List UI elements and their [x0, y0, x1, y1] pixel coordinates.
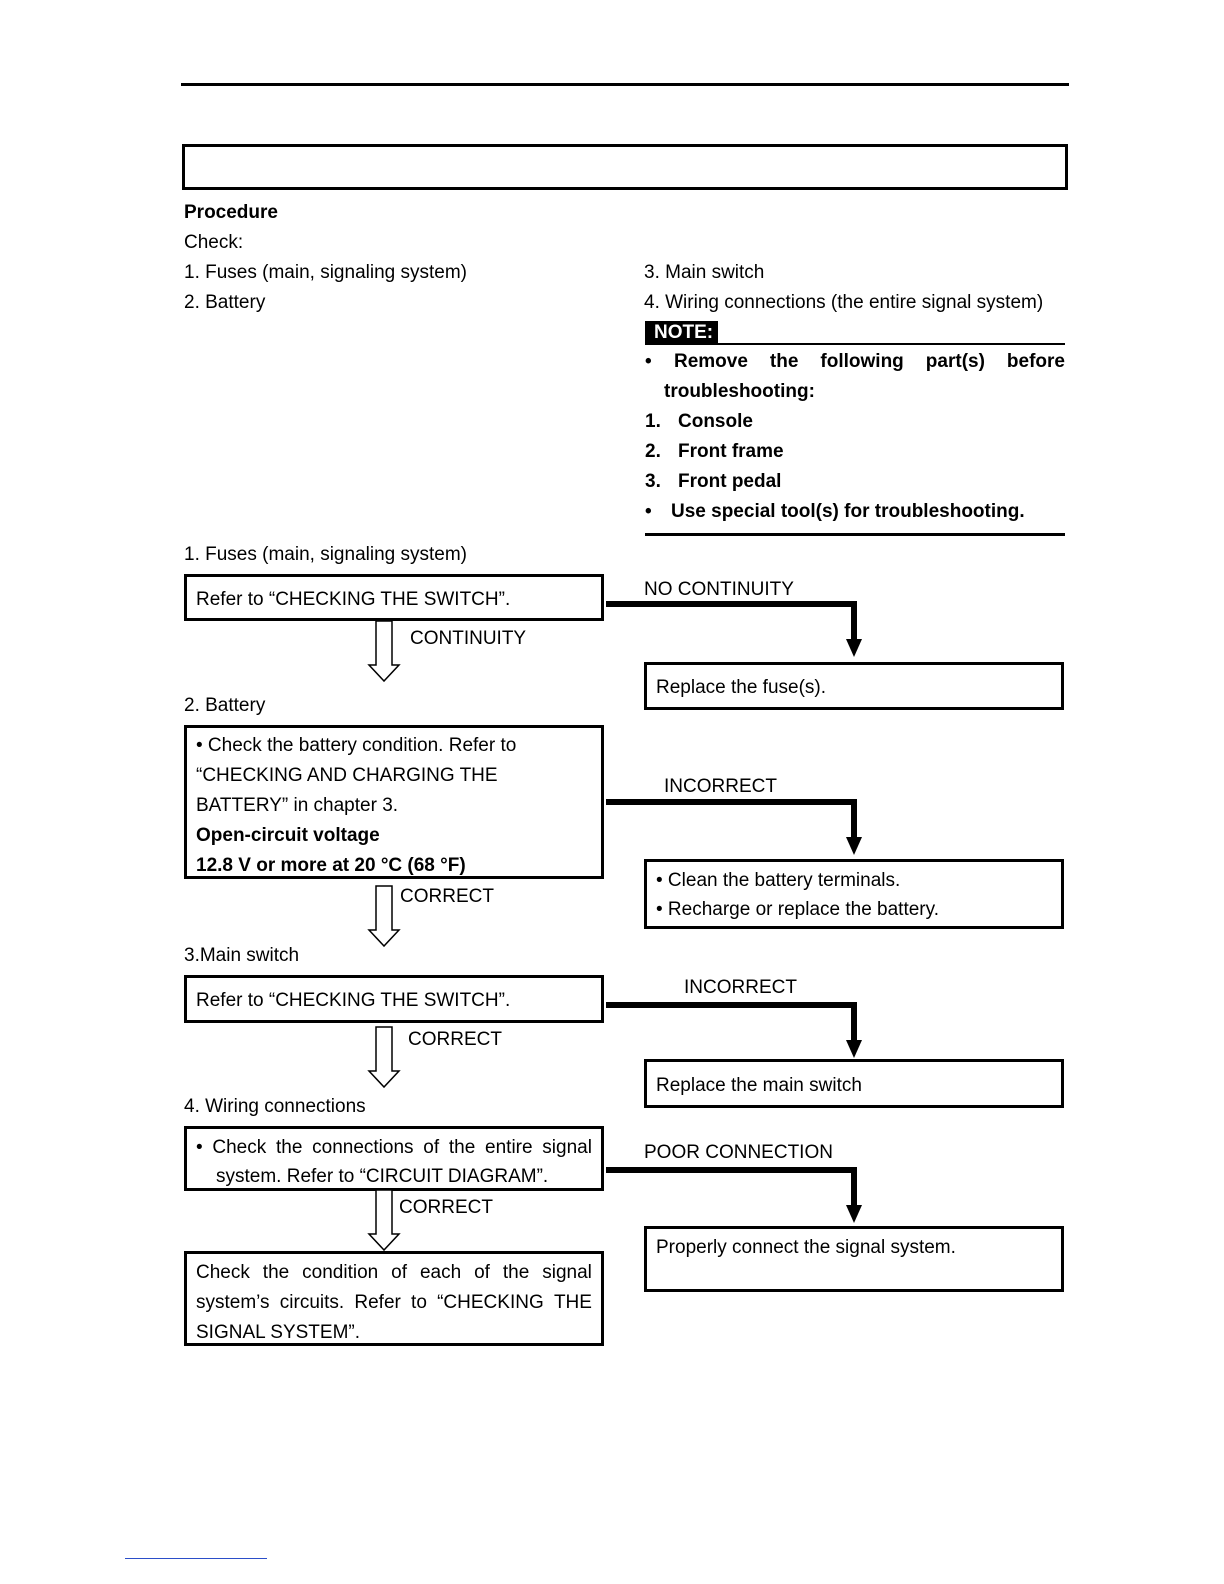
- step4-word: signal: [542, 1137, 592, 1158]
- note-word: before: [1006, 351, 1065, 372]
- note-part-2-text: Front frame: [678, 441, 784, 462]
- final-word: signal: [542, 1262, 592, 1283]
- note-bullet-1-line: [674, 350, 1065, 374]
- step4-box-line1: [196, 1133, 592, 1162]
- step3-box-text: Refer to “CHECKING THE SWITCH”.: [196, 990, 511, 1011]
- step2-title: 2. Battery: [184, 695, 266, 716]
- step3-title: 3.Main switch: [184, 945, 300, 966]
- step4-word: the: [448, 1137, 476, 1158]
- final-line3: SIGNAL SYSTEM”.: [196, 1322, 360, 1343]
- step1-fail-text: Replace the fuse(s).: [656, 677, 827, 698]
- step2-ok-label: CORRECT: [400, 886, 494, 907]
- step4-word: the: [275, 1137, 303, 1158]
- step2-box: [184, 725, 604, 879]
- note-part-1-text: Console: [678, 411, 753, 432]
- step3-fail-box: [644, 1059, 1064, 1108]
- step4-box: [184, 1126, 604, 1191]
- down-arrow-icon: [368, 1027, 400, 1089]
- step4-word: entire: [485, 1137, 533, 1158]
- step2-fail-line: • Clean the battery terminals.: [656, 870, 901, 891]
- note-word: part(s): [925, 351, 985, 372]
- final-word: the: [502, 1262, 530, 1283]
- note-word: following: [820, 351, 904, 372]
- step2-spec-value: 12.8 V or more at 20 °C (68 °F): [196, 855, 466, 876]
- step2-fail-box: [644, 859, 1064, 929]
- note-part-1-num: 1.: [645, 411, 661, 432]
- final-box: [184, 1251, 604, 1346]
- check-item-2: 2. Battery: [184, 292, 266, 313]
- final-line1: [196, 1258, 592, 1288]
- step3-ok-label: CORRECT: [408, 1029, 502, 1050]
- step4-word: connections: [312, 1137, 414, 1158]
- down-arrow-icon: [368, 621, 400, 683]
- final-word: “CHECKING: [437, 1292, 544, 1313]
- check-label: Check:: [184, 232, 244, 253]
- step4-word: of: [423, 1137, 440, 1158]
- step2-fail-line: • Recharge or replace the battery.: [656, 899, 940, 920]
- step1-fail-label: NO CONTINUITY: [644, 579, 794, 600]
- top-rule: [181, 83, 1069, 86]
- title-box: [182, 144, 1068, 190]
- step4-fail-label: POOR CONNECTION: [644, 1142, 833, 1163]
- step2-box-line: • Check the battery condition. Refer to: [196, 735, 517, 756]
- final-word: condition: [302, 1262, 379, 1283]
- note-part-3-text: Front pedal: [678, 471, 782, 492]
- step1-box-text: Refer to “CHECKING THE SWITCH”.: [196, 589, 511, 610]
- final-word: each: [419, 1262, 462, 1283]
- note-bullet-1-cont: troubleshooting:: [664, 381, 815, 402]
- note-bullet-2-marker: •: [645, 501, 652, 522]
- procedure-heading: Procedure: [184, 202, 278, 223]
- check-item-1: 1. Fuses (main, signaling system): [184, 262, 467, 283]
- step1-fail-box: [644, 662, 1064, 710]
- step4-title: 4. Wiring connections: [184, 1096, 366, 1117]
- note-bullet-1-marker: •: [645, 351, 652, 372]
- fail-arrow-icon: [606, 799, 868, 857]
- check-item-4: 4. Wiring connections (the entire signal system): [644, 292, 1044, 313]
- step2-fail-label: INCORRECT: [664, 776, 777, 797]
- step1-title: 1. Fuses (main, signaling system): [184, 544, 467, 565]
- step4-word: Check: [212, 1137, 267, 1158]
- step1-ok-label: CONTINUITY: [410, 628, 527, 649]
- final-word: Check: [196, 1262, 250, 1283]
- final-word: THE: [553, 1292, 592, 1313]
- step4-box-line2: system. Refer to “CIRCUIT DIAGRAM”.: [216, 1166, 549, 1187]
- step4-word: •: [196, 1137, 203, 1158]
- final-word: the: [262, 1262, 290, 1283]
- step4-fail-text: Properly connect the signal system.: [656, 1237, 956, 1258]
- step3-fail-label: INCORRECT: [684, 977, 797, 998]
- step4-ok-label: CORRECT: [399, 1197, 493, 1218]
- final-word: circuits.: [279, 1292, 345, 1313]
- down-arrow-icon: [368, 886, 400, 948]
- note-bullet-2: Use special tool(s) for troubleshooting.: [671, 501, 1025, 522]
- note-word: the: [769, 351, 799, 372]
- step2-spec-label: Open-circuit voltage: [196, 825, 380, 846]
- final-word: to: [411, 1292, 427, 1313]
- step4-fail-box: [644, 1226, 1064, 1292]
- step3-box: [184, 975, 604, 1023]
- final-line2: [196, 1288, 592, 1318]
- check-item-3: 3. Main switch: [644, 262, 765, 283]
- step1-box: [184, 574, 604, 621]
- step2-box-line: BATTERY” in chapter 3.: [196, 795, 399, 816]
- note-part-2-num: 2.: [645, 441, 661, 462]
- down-arrow-icon: [368, 1190, 400, 1252]
- note-label: NOTE:: [645, 321, 718, 344]
- final-word: of: [391, 1262, 408, 1283]
- fail-arrow-icon: [606, 1002, 868, 1060]
- fail-arrow-icon: [606, 1167, 868, 1225]
- final-word: Refer: [354, 1292, 401, 1313]
- note-part-3-num: 3.: [645, 471, 661, 492]
- step3-fail-text: Replace the main switch: [656, 1075, 862, 1096]
- note-word: Remove: [674, 351, 748, 372]
- final-word: of: [474, 1262, 490, 1283]
- note-top-rule: [645, 343, 1065, 345]
- footer-rule: [125, 1558, 267, 1559]
- step2-box-line: “CHECKING AND CHARGING THE: [196, 765, 498, 786]
- note-bottom-rule: [645, 533, 1065, 536]
- fail-arrow-icon: [606, 601, 868, 659]
- final-word: system’s: [196, 1292, 270, 1313]
